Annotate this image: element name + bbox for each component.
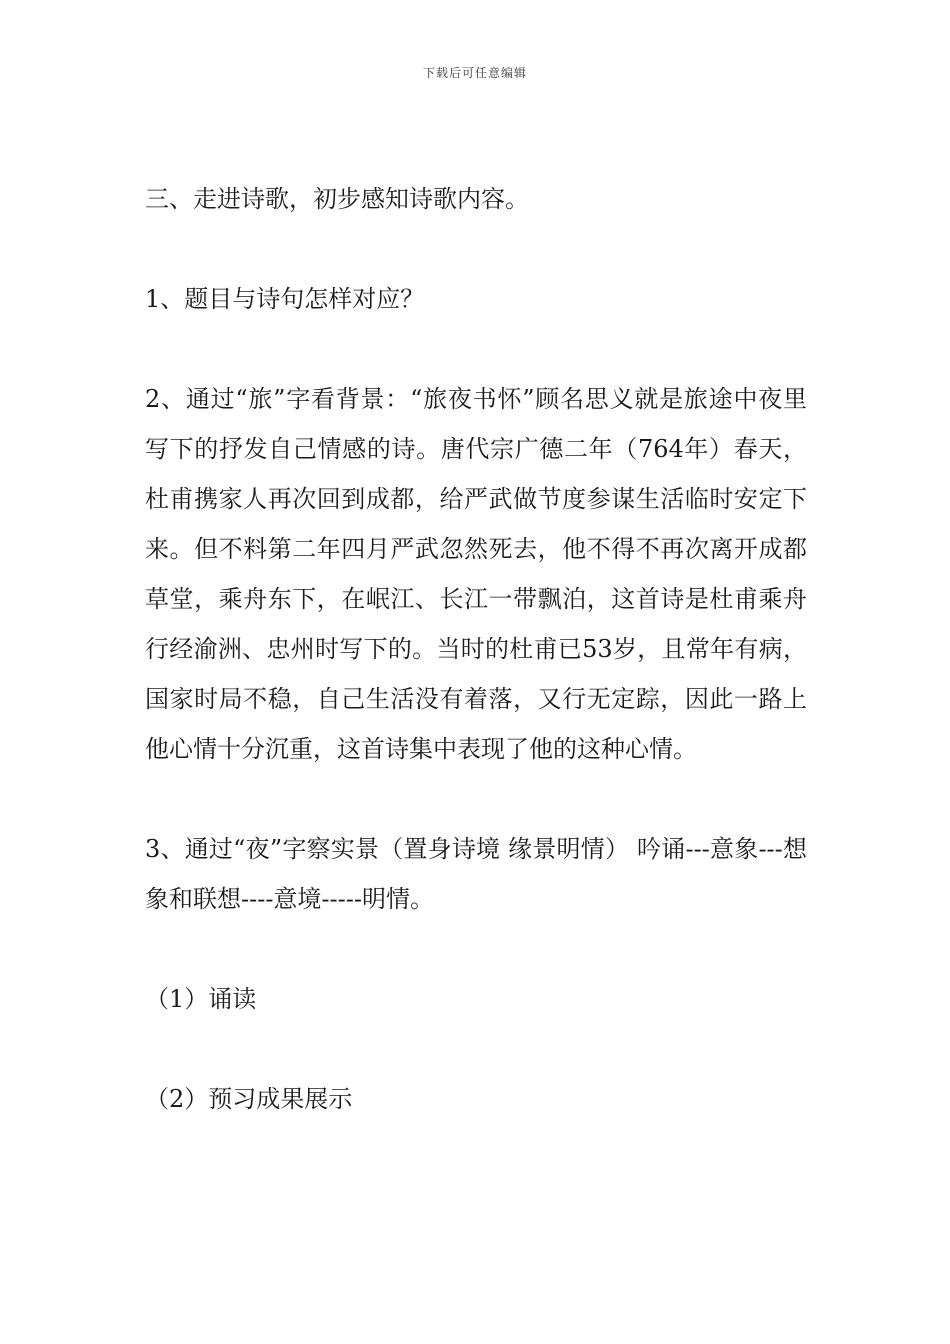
- paragraph-gap: [145, 224, 807, 274]
- paragraph-gap: [145, 324, 807, 374]
- sub-item-preview: （2）预习成果展示: [145, 1085, 353, 1113]
- background-paragraph: 2、通过“旅”字看背景：“旅夜书怀”顾名思义就是旅途中夜里写下的抒发自己情感的诗。唐代宗广德二年（764年）春天，杜甫携家人再次回到成都，给严武做节度参谋生活临时安定下来。但不料第二年四月严武忽然死去，他不得不再次离开成都草堂，乘舟东下，在岷江、长江一带飘泊，这首诗是杜甫乘舟行经渝洲、忠州时写下的。当时的杜甫已53岁，且常年有病，国家时局不稳，自己生活没有着落，又行无定踪，因此一路上他心情十分沉重，这首诗集中表现了他的这种心情。: [145, 385, 807, 763]
- section-title: 三、走进诗歌，初步感知诗歌内容。: [145, 185, 529, 213]
- question-1: 1、题目与诗句怎样对应？: [145, 285, 425, 313]
- paragraph-gap: [145, 774, 807, 824]
- paragraph-gap: [145, 1024, 807, 1074]
- sub-item-recite: （1）诵读: [145, 985, 257, 1013]
- document-body: [145, 174, 807, 1124]
- night-scene-paragraph: 3、通过“夜”字察实景（置身诗境 缘景明情） 吟诵---意象---想象和联想----意境-----明情。: [145, 835, 807, 913]
- paragraph-gap: [145, 924, 807, 974]
- page-header-note: 下载后可任意编辑: [422, 66, 527, 80]
